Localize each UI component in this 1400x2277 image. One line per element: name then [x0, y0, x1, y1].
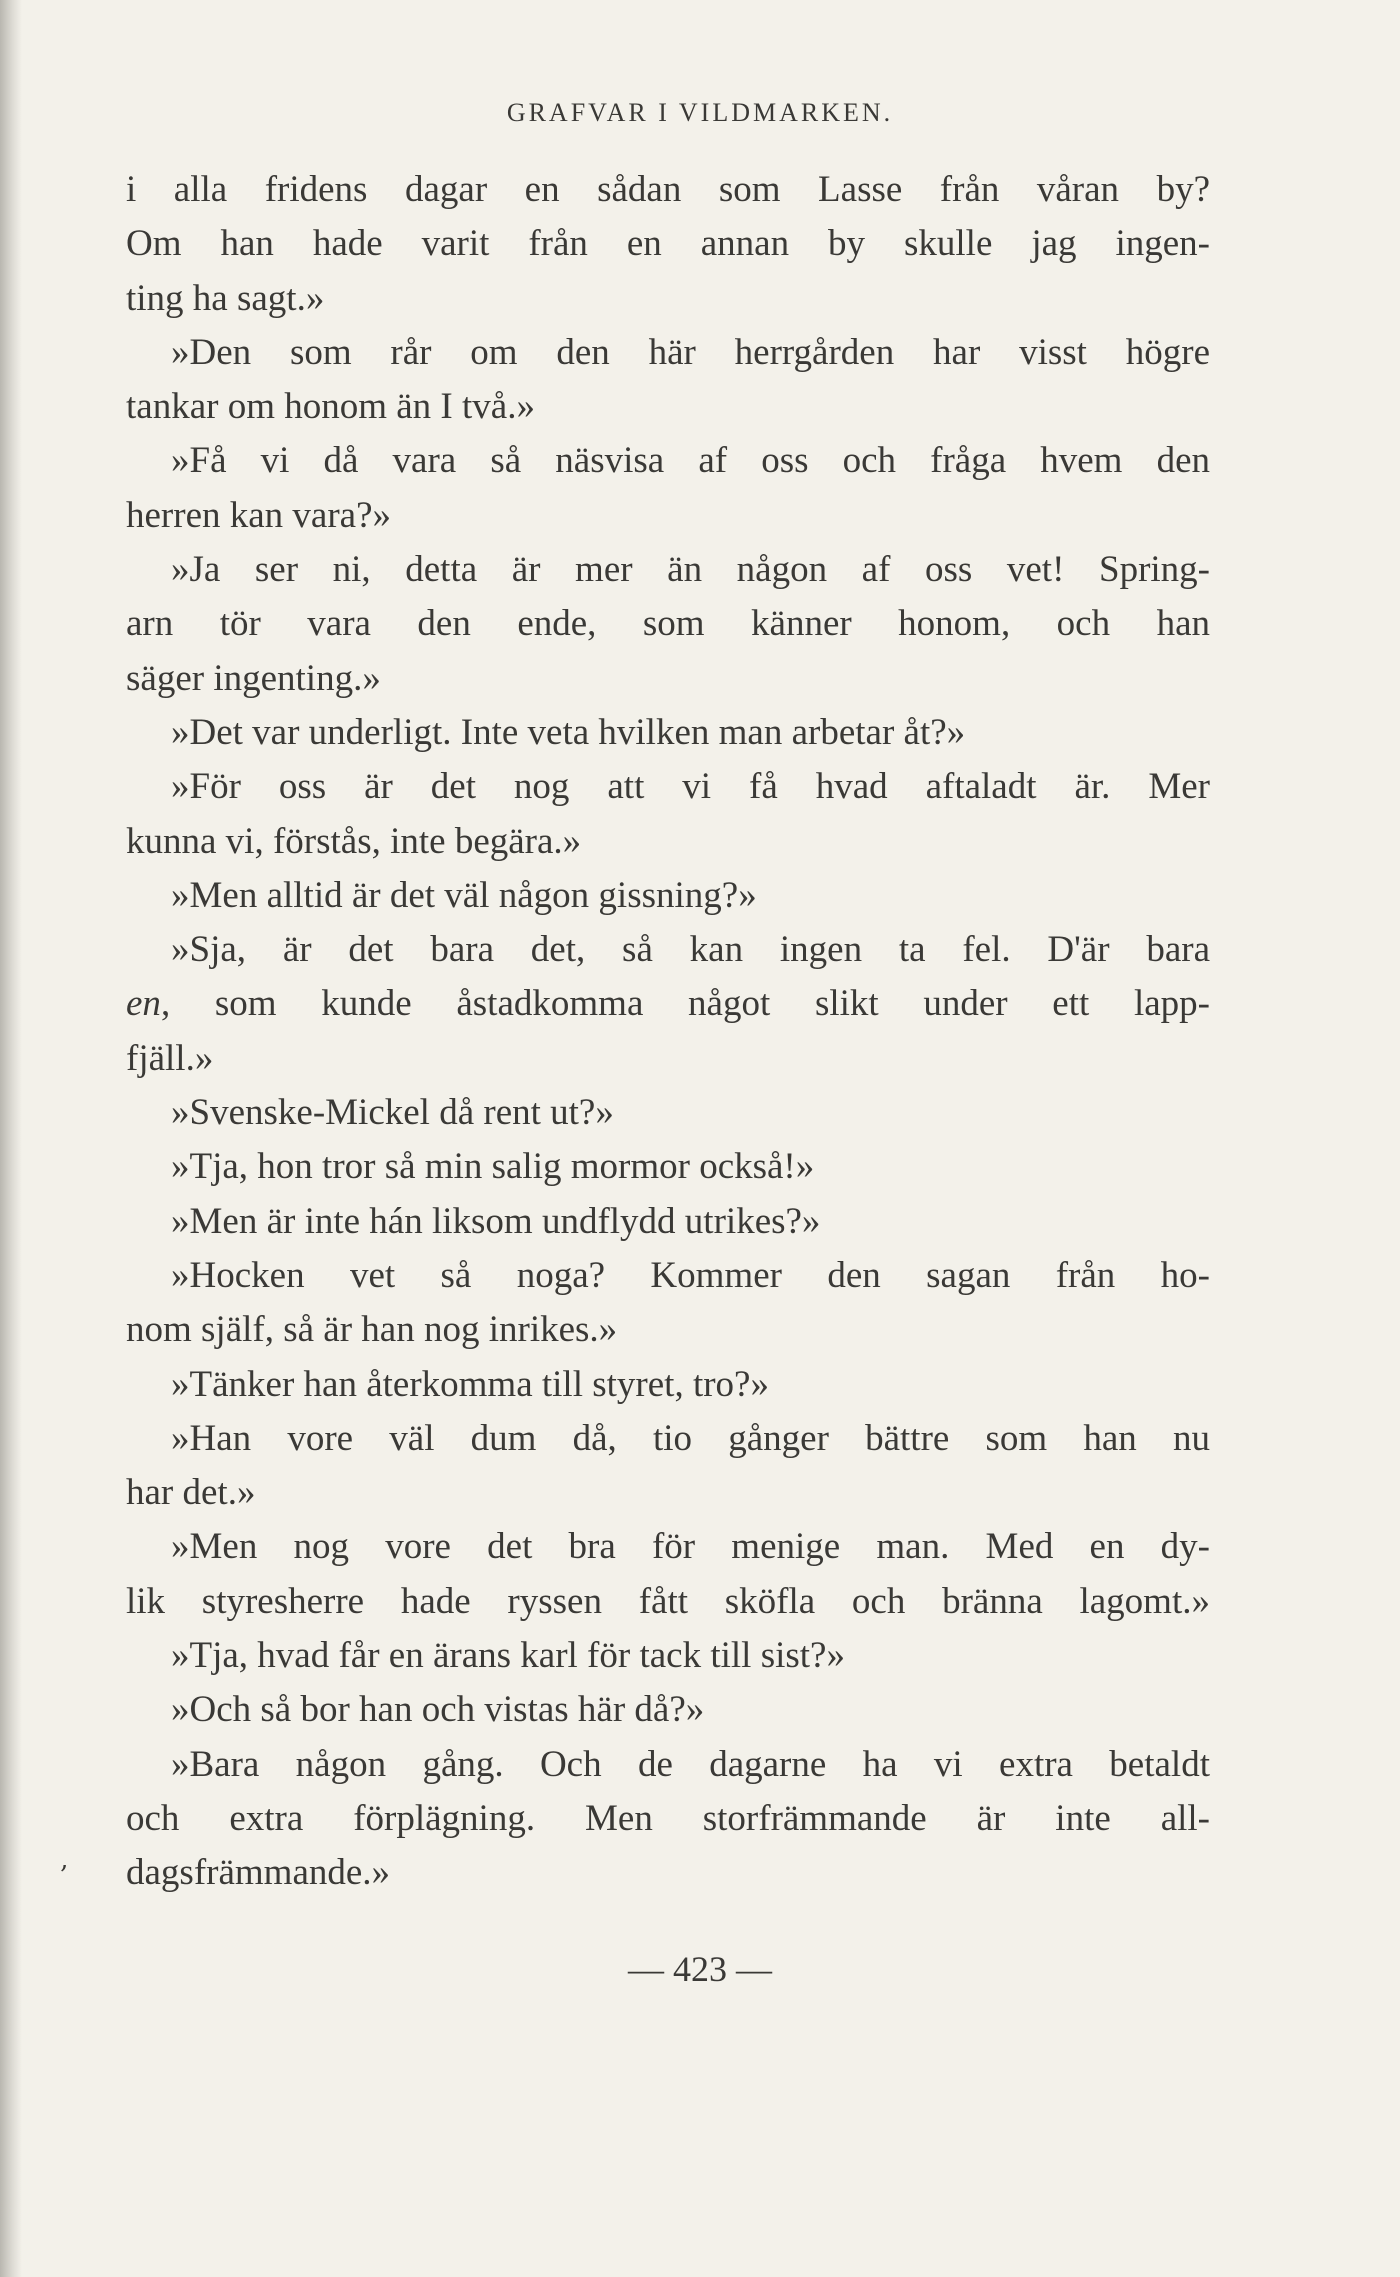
text-line: »Men nog vore det bra för menige man. Med en dy-	[171, 1526, 1210, 1568]
text-line: tankar om honom än I två.»	[126, 386, 535, 428]
text-line: »Men alltid är det väl någon gissning?»	[171, 874, 757, 916]
text-line: och extra förplägning. Men storfrämmande är inte all-	[126, 1797, 1210, 1839]
text-line: »Ja ser ni, detta är mer än någon af oss vet! Spring-	[171, 549, 1210, 591]
text-line: har det.»	[126, 1472, 256, 1514]
italic-word: en	[126, 983, 161, 1025]
margin-mark: ‚	[60, 1845, 69, 1875]
text-line: ting ha sagt.»	[126, 277, 325, 319]
text-line: »Sja, är det bara det, så kan ingen ta fel. D'är bara	[171, 929, 1210, 971]
text-line: »Det var underligt. Inte veta hvilken man arbetar åt?»	[171, 711, 966, 753]
text-line: Om han hade varit från en annan by skulle jag ingen-	[126, 223, 1210, 265]
text-line: »Få vi då vara så näsvisa af oss och fråga hvem den	[171, 440, 1210, 482]
text-line: »För oss är det nog att vi få hvad aftaladt är. Mer	[171, 766, 1210, 808]
text-line: herren kan vara?»	[126, 494, 391, 536]
text-line: »Men är inte hán liksom undflydd utrikes?»	[171, 1200, 821, 1242]
text-line: i alla fridens dagar en sådan som Lasse från våran by?	[126, 169, 1210, 210]
page-number: — 423 —	[628, 1949, 772, 1989]
text-line: säger ingenting.»	[126, 657, 381, 699]
text-line-rest: , som kunde åstadkomma något slikt under ett lapp-	[160, 983, 1210, 1025]
text-line: arn tör vara den ende, som känner honom, och han	[126, 603, 1210, 645]
text-line: »Hocken vet så noga? Kommer den sagan från ho-	[171, 1254, 1210, 1296]
text-line: »Den som rår om den här herrgården har visst högre	[171, 331, 1210, 373]
text-line: »Svenske-Mickel då rent ut?»	[171, 1092, 614, 1134]
text-line: nom själf, så är han nog inrikes.»	[126, 1309, 618, 1351]
text-line: »Tja, hon tror så min salig mormor också!»	[171, 1146, 815, 1188]
text-line: lik styresherre hade ryssen fått sköfla och bränna lagomt.»	[126, 1580, 1210, 1622]
text-line: »Tänker han återkomma till styret, tro?»	[171, 1363, 769, 1405]
page-edge-shadow	[0, 0, 22, 2277]
text-line: kunna vi, förstås, inte begära.»	[126, 820, 582, 862]
text-line: »Och så bor han och vistas här då?»	[171, 1689, 705, 1731]
text-line: »Han vore väl dum då, tio gånger bättre som han nu	[171, 1417, 1210, 1459]
text-line: »Tja, hvad får en ärans karl för tack till sist?»	[171, 1635, 845, 1677]
text-line: fjäll.»	[126, 1037, 214, 1079]
running-head: GRAFVAR I VILDMARKEN.	[506, 98, 894, 127]
text-line: »Bara någon gång. Och de dagarne ha vi extra betaldt	[171, 1743, 1210, 1785]
page-text	[126, 163, 1210, 1901]
text-line	[126, 977, 1210, 1031]
text-line: dagsfrämmande.»	[126, 1852, 391, 1894]
